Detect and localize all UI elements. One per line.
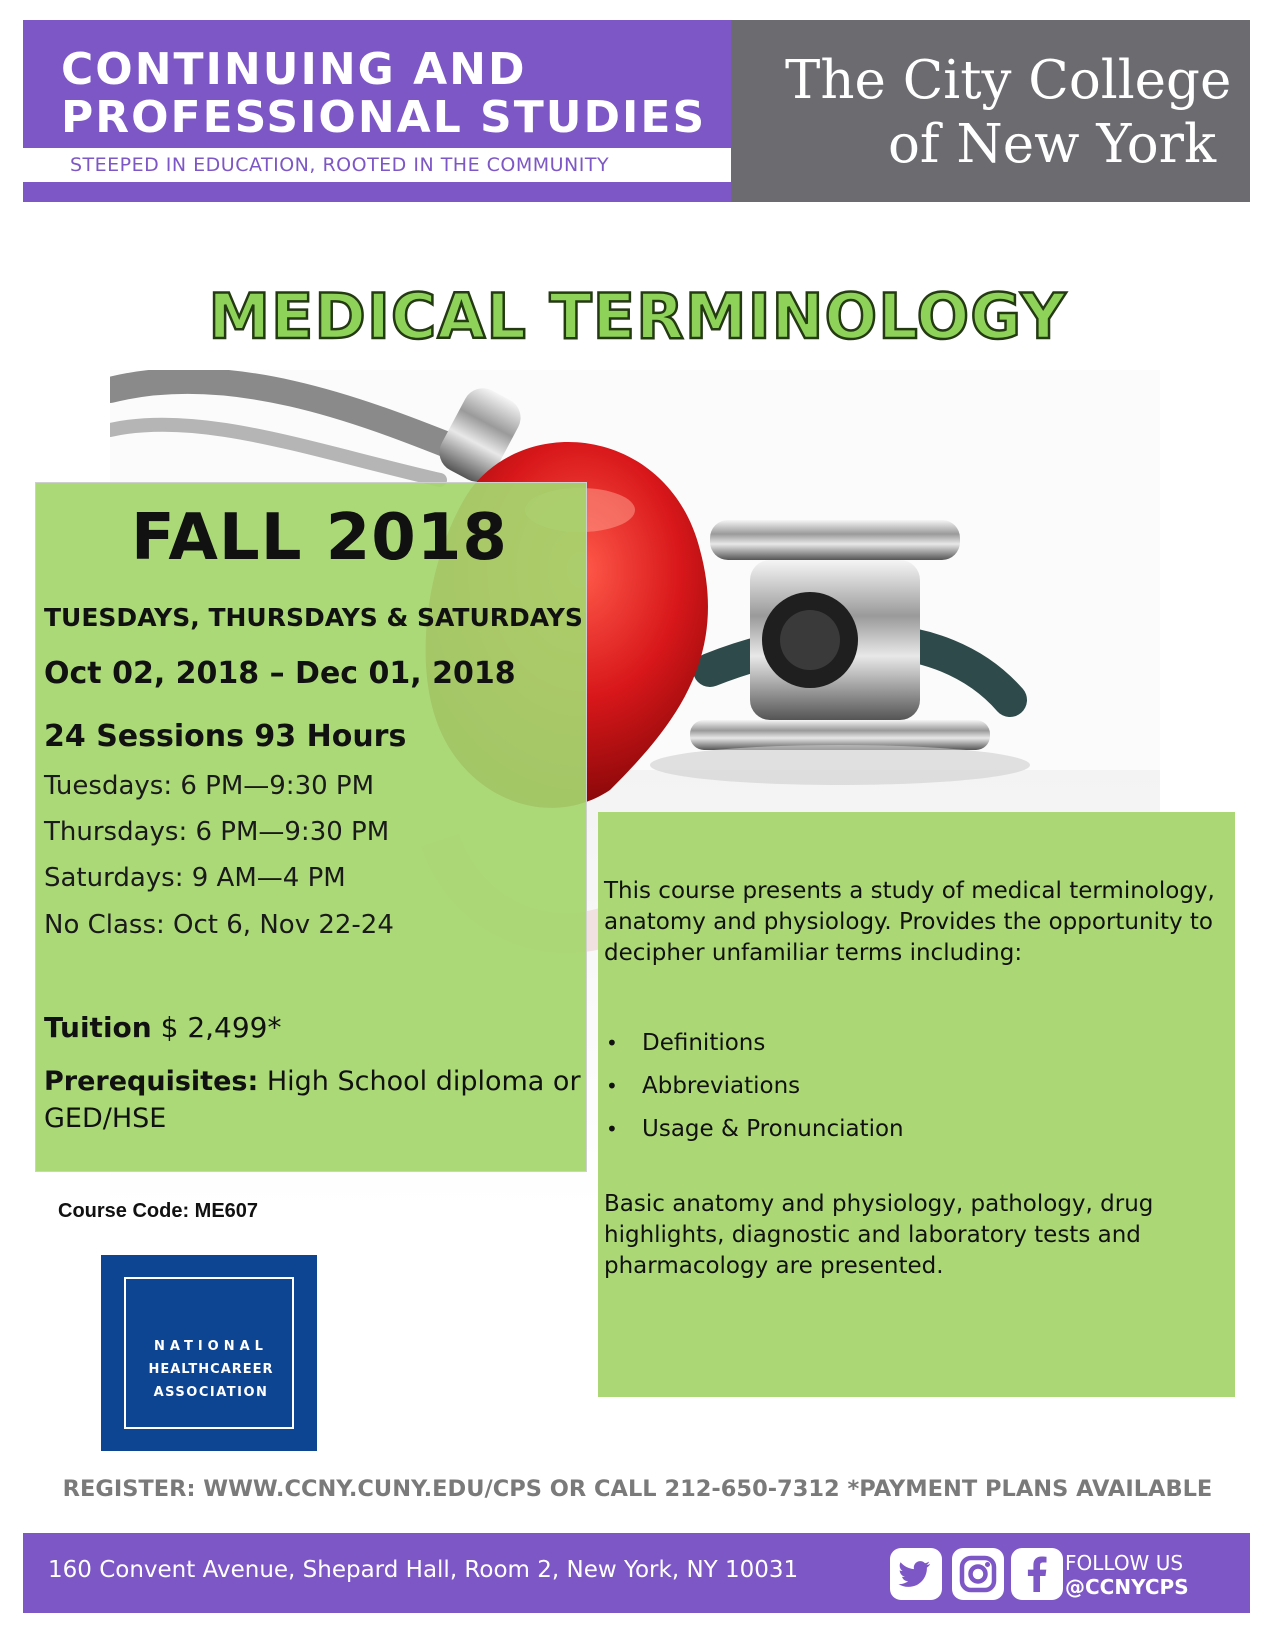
prereq-label: Prerequisites: <box>44 1066 259 1097</box>
course-closing: Basic anatomy and physiology, pathology, drug highlights, diagnostic and laboratory tests and pharmacology are presented. <box>604 1191 1154 1279</box>
no-class-dates: No Class: Oct 6, Nov 22-24 <box>44 910 394 940</box>
nha-logo-frame <box>124 1277 294 1429</box>
register-info: REGISTER: WWW.CCNY.CUNY.EDU/CPS OR CALL 212-650-7312 *PAYMENT PLANS AVAILABLE <box>62 1476 1213 1502</box>
ccny-line2: of New York <box>888 114 1217 175</box>
ccny-line1: The City College <box>785 50 1232 111</box>
nha-line1: NATIONAL <box>154 1339 268 1354</box>
tuition <box>44 1011 282 1044</box>
page-title: MEDICAL TERMINOLOGY <box>208 280 1067 353</box>
term-heading: FALL 2018 <box>131 501 508 575</box>
tuition-label: Tuition <box>44 1011 152 1044</box>
description-panel <box>598 812 1235 1397</box>
topics-list <box>604 1022 904 1151</box>
cps-tagline: STEEPED IN EDUCATION, ROOTED IN THE COMMUNITY <box>23 148 731 182</box>
cps-title-line2: PROFESSIONAL STUDIES <box>61 92 707 143</box>
twitter-icon[interactable] <box>890 1548 942 1600</box>
tuition-value: $ 2,499* <box>151 1011 282 1044</box>
list-item: • Definitions <box>604 1022 904 1065</box>
list-item: • Abbreviations <box>604 1065 904 1108</box>
facebook-icon[interactable] <box>1011 1548 1063 1600</box>
ccny-logo <box>731 20 1250 202</box>
tuesday-time: Tuesdays: 6 PM—9:30 PM <box>44 771 375 801</box>
address: 160 Convent Avenue, Shepard Hall, Room 2, New York, NY 10031 <box>48 1557 799 1583</box>
footer-bar <box>23 1533 1250 1613</box>
course-code: Course Code: ME607 <box>58 1200 259 1222</box>
prereq-value: High School diploma or GED/HSE <box>44 1066 581 1134</box>
list-item: • Usage & Pronunciation <box>604 1108 904 1151</box>
prerequisites <box>44 1063 584 1137</box>
course-intro: This course presents a study of medical terminology, anatomy and physiology. Provides the opportunity to decipher unfamiliar terms including: <box>604 878 1215 966</box>
thursday-time: Thursdays: 6 PM—9:30 PM <box>44 817 390 847</box>
nha-line3: ASSOCIATION <box>153 1385 269 1400</box>
social-handle[interactable]: @CCNYCPS <box>1065 1575 1189 1599</box>
nha-logo <box>101 1255 317 1451</box>
date-range: Oct 02, 2018 – Dec 01, 2018 <box>44 656 516 691</box>
follow-label: FOLLOW US <box>1065 1551 1184 1575</box>
schedule-panel <box>35 482 587 1172</box>
cps-banner <box>23 20 731 202</box>
class-days: TUESDAYS, THURSDAYS & SATURDAYS <box>44 603 583 632</box>
cps-title-line1: CONTINUING AND <box>61 44 527 95</box>
instagram-icon[interactable] <box>952 1548 1004 1600</box>
nha-line2: HEALTHCAREER <box>148 1362 274 1377</box>
saturday-time: Saturdays: 9 AM—4 PM <box>44 863 346 893</box>
sessions-hours: 24 Sessions 93 Hours <box>44 719 407 754</box>
